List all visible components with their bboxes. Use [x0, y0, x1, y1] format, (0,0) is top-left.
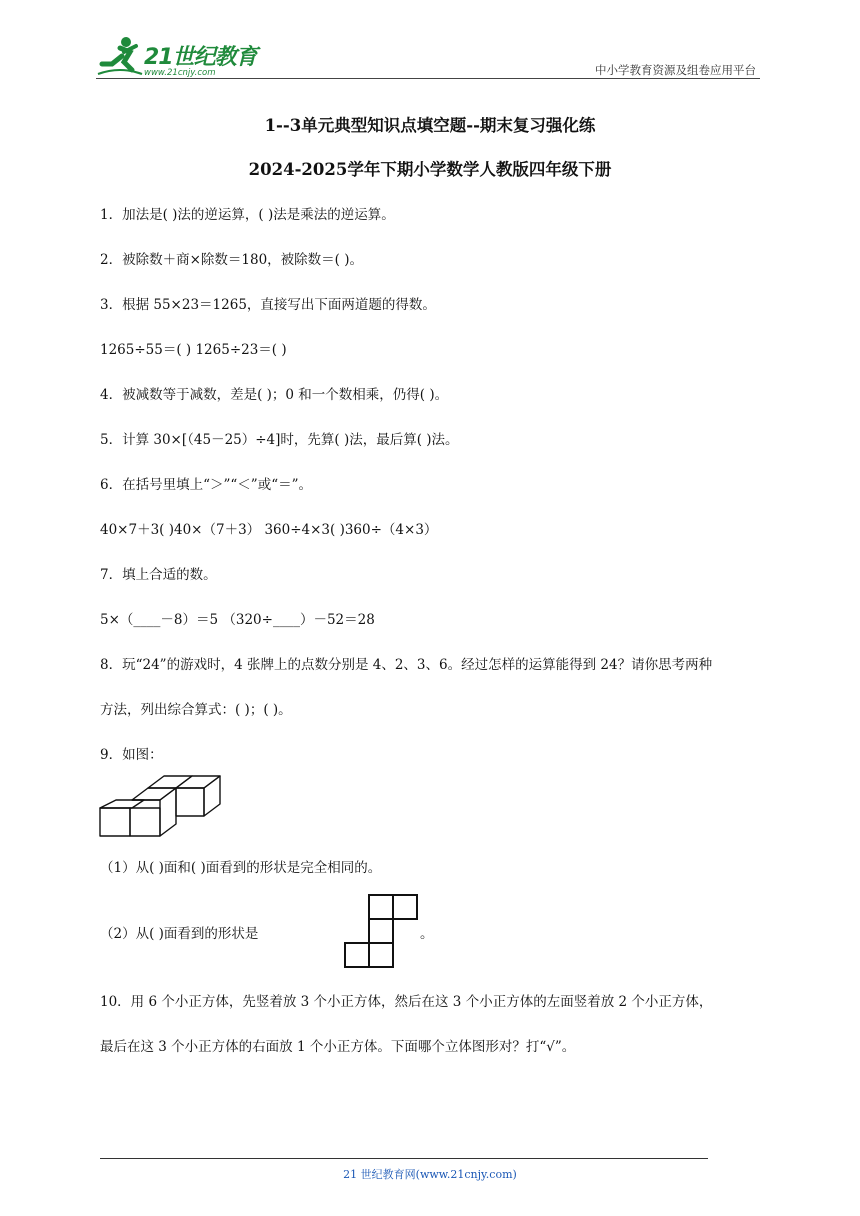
question-6: 6．在括号里填上“＞”“＜”或“＝”。: [100, 477, 312, 493]
question-6-items: 40×7＋3( )40×（7＋3） 360÷4×3( )360÷（4×3）: [100, 522, 438, 538]
question-3-items: 1265÷55＝( ) 1265÷23＝( ): [100, 342, 287, 358]
logo-url: www.21cnjy.com: [144, 68, 216, 78]
question-9-part-2-text: （2）从( )面看到的形状是: [100, 926, 259, 942]
cube-figure: [98, 774, 222, 838]
title-line-2: 2024-2025学年下期小学数学人教版四年级下册: [248, 160, 612, 179]
footer-text: 21 世纪教育网(www.21cnjy.com): [343, 1168, 517, 1181]
logo: [96, 34, 266, 78]
logo-text: 21世纪教育: [144, 45, 257, 70]
platform-name: 中小学教育资源及组卷应用平台: [595, 63, 756, 77]
question-10: 10．用 6 个小正方体，先竖着放 3 个小正方体，然后在这 3 个小正方体的左面竖着放 2 个小正方体，: [100, 994, 713, 1010]
question-2: 2．被除数＋商×除数＝180，被除数＝( )。: [100, 252, 363, 268]
question-5: 5．计算 30×[（45－25）÷4]时，先算( )法，最后算( )法。: [100, 432, 459, 448]
question-10-line-2: 最后在这 3 个小正方体的右面放 1 个小正方体。下面哪个立体图形对？打“√”。: [100, 1039, 576, 1055]
footer-divider: [100, 1158, 708, 1159]
question-7: 7．填上合适的数。: [100, 567, 217, 583]
question-4: 4．被减数等于减数，差是( )；0 和一个数相乘，仍得( )。: [100, 387, 449, 403]
question-1: 1．加法是( )法的逆运算，( )法是乘法的逆运算。: [100, 207, 395, 223]
question-9-part-1: （1）从( )面和( )面看到的形状是完全相同的。: [100, 860, 382, 876]
question-7-items: 5×（____－8）＝5 （320÷____）－52＝28: [100, 612, 375, 628]
view-shape-figure: [344, 893, 420, 969]
question-9-part-2: [100, 922, 258, 942]
runner-logo-icon: [96, 34, 144, 78]
title-line-1: 1--3单元典型知识点填空题--期末复习强化练: [264, 116, 596, 135]
question-9: 9．如图：: [100, 747, 163, 763]
page-header: [96, 30, 760, 80]
question-8-line-2: 方法，列出综合算式：( )；( )。: [100, 702, 292, 718]
question-8: 8．玩“24”的游戏时，4 张牌上的点数分别是 4、2、3、6。经过怎样的运算能得到 24？请你思考两种: [100, 657, 713, 673]
question-9-part-2-end: 。: [420, 926, 434, 942]
header-divider: [96, 78, 760, 79]
question-3: 3．根据 55×23＝1265，直接写出下面两道题的得数。: [100, 297, 436, 313]
